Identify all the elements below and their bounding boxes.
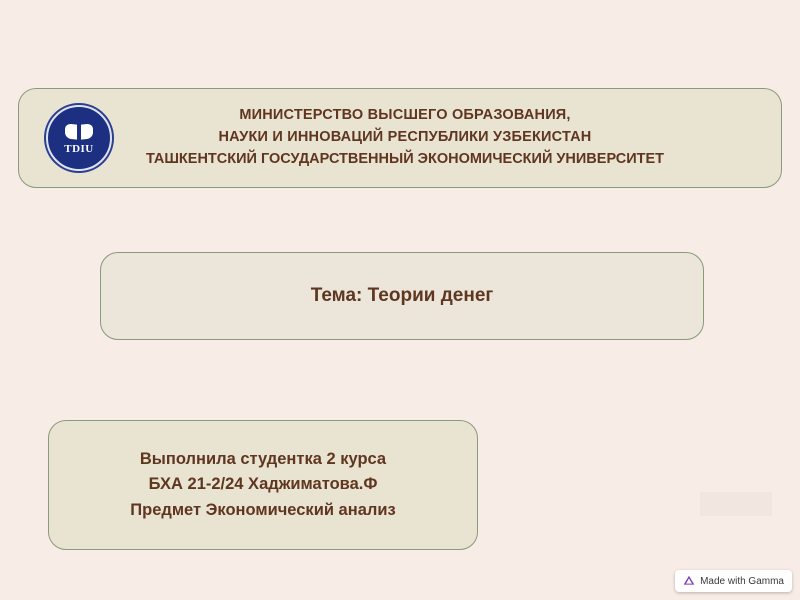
title-card [100,252,704,340]
header-line-2: НАУКИ И ИННОВАЦИЙ РЕСПУБЛИКИ УЗБЕКИСТАН [218,129,592,146]
author-line-3: Предмет Экономический анализ [130,500,396,519]
made-with-gamma-badge[interactable] [675,570,792,592]
gamma-logo-icon [683,575,695,587]
made-with-gamma-label: Made with Gamma [700,575,784,587]
header-text-block [139,105,781,170]
university-logo [19,105,139,171]
open-book-icon [64,123,94,140]
page-title: Тема: Теории денег [310,285,494,306]
background-artifact [700,492,772,516]
author-line-2: БХА 21-2/24 Хаджиматова.Ф [148,475,378,494]
logo-abbreviation-label: TDIU [64,143,94,155]
author-line-1: Выполнила студентка 2 курса [139,449,387,468]
header-line-3: ТАШКЕНТСКИЙ ГОСУДАРСТВЕННЫЙ ЭКОНОМИЧЕСКИЙ УНИВЕРСИТЕТ [145,150,665,167]
author-card [48,420,478,550]
logo-circle [46,105,112,171]
header-card [18,88,782,188]
header-line-1: МИНИСТЕРСТВО ВЫСШЕГО ОБРАЗОВАНИЯ, [239,107,571,124]
